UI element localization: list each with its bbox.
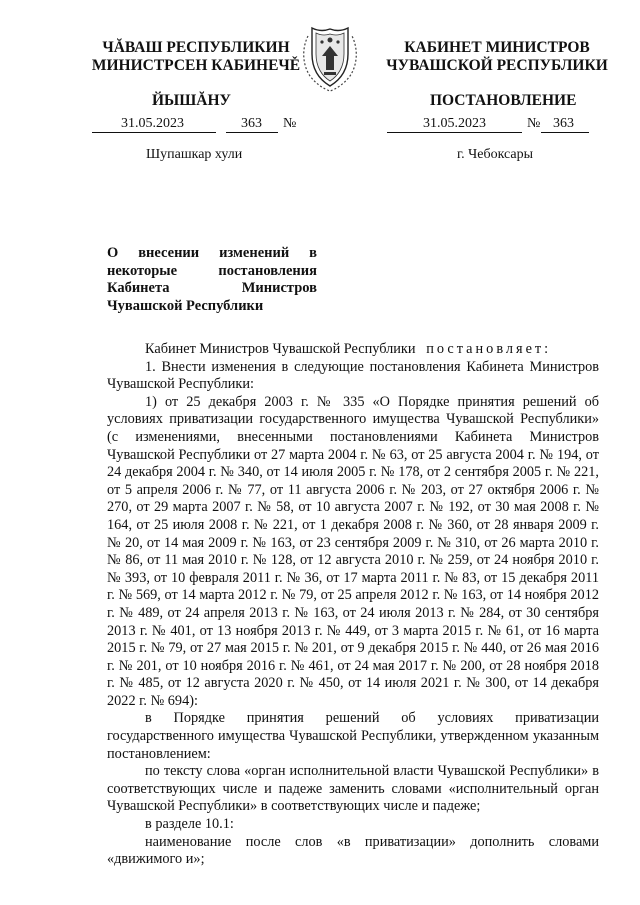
- header-right-line1: КАБИНЕТ МИНИСТРОВ: [404, 39, 590, 56]
- preamble-start: Кабинет Министров Чувашской Республики: [145, 341, 416, 357]
- place-chuvash: Шупашкар хули: [146, 147, 243, 162]
- right-number-sign: №: [527, 116, 541, 131]
- paragraph-2: 1) от 25 декабря 2003 г. № 335 «О Порядке принятия решений об условиях приватизации государственного имущества Чувашской Республики» (с изменениями, внесенными постановлениями Кабинета Министров Чувашской Республики от 27 марта 2004 г. № 63, от 25 августа 2004 г. № 194, от 24 декабря 2004 г. № 340, от 14 июля 2005 г. № 178, от 2 сентября 2005 г. № 221, от 5 апреля 2006 г. № 77, от 11 августа 2006 г. № 203, от 27 октября 2006 г. № 270, от 29 марта 2007 г. № 58, от 10 августа 2007 г. № 192, от 30 мая 2008 г. № 164, от 25 июля 2008 г. № 221, от 1 декабря 2008 г. № 360, от 28 января 2009 г. № 20, от 14 мая 2009 г. № 163, от 23 сентября 2009 г. № 310, от 26 марта 2010 г. № 86, от 11 мая 2010 г. № 128, от 12 августа 2010 г. № 259, от 24 ноября 2010 г. № 393, от 10 февраля 2011 г. № 36, от 17 марта 2011 г. № 83, от 15 декабря 2011 г. № 569, от 14 марта 2012 г. № 79, от 25 апреля 2012 г. № 163, от 14 ноября 2012 г. № 489, от 24 апреля 2013 г. № 163, от 24 июля 2013 г. № 284, от 30 сентября 2013 г. № 401, от 13 ноября 2013 г. № 449, от 3 марта 2015 г. № 61, от 16 марта 2015 г. № 79, от 27 мая 2015 г. № 201, от 9 декабря 2015 г. № 440, от 26 мая 2016 г. № 201, от 10 ноября 2016 г. № 461, от 24 мая 2017 г. № 200, от 28 ноября 2018 г. № 485, от 12 августа 2020 г. № 450, от 14 июля 2021 г. № 300, от 14 декабря 2022 г. № 694):: [107, 393, 599, 709]
- header-right-title: ПОСТАНОВЛЕНИЕ: [430, 92, 577, 109]
- right-number: 363: [553, 116, 574, 131]
- place-russian: г. Чебоксары: [457, 147, 534, 162]
- header-left-title: ЙЫШĂНУ: [152, 92, 231, 109]
- document-subject: О внесении изменений в некоторые постановления Кабинета Министров Чувашской Республики: [107, 245, 317, 314]
- paragraph-5: в разделе 10.1:: [145, 816, 234, 833]
- paragraph-4: по тексту слова «орган исполнительной власти Чувашской Республики» в соответствующих числе и падеже заменить словами «исполнительный орган Чувашской Республики» в соответствующих числе и падеже;: [107, 763, 599, 815]
- header-left-line2: МИНИСТРСЕН КАБИНЕЧĚ: [91, 57, 301, 74]
- left-number-sign: №: [283, 116, 297, 131]
- header-left-line1: ЧĂВАШ РЕСПУБЛИКИН: [102, 39, 290, 56]
- document-body: [107, 341, 599, 869]
- chuvash-coat-of-arms-icon: [300, 26, 360, 92]
- right-date: 31.05.2023: [423, 116, 486, 131]
- left-number: 363: [241, 116, 262, 131]
- header-russian-block: [382, 39, 612, 75]
- preamble-verb: постановляет:: [426, 341, 552, 357]
- paragraph-3: в Порядке принятия решений об условиях приватизации государственного имущества Чувашской Республики, утвержденном указанным постановлением:: [107, 710, 599, 762]
- header-right-line2: ЧУВАШСКОЙ РЕСПУБЛИКИ: [386, 57, 608, 74]
- preamble: [107, 341, 599, 359]
- header-chuvash-block: [86, 39, 306, 75]
- paragraph-1: 1. Внести изменения в следующие постановления Кабинета Министров Чувашской Республики:: [107, 358, 599, 393]
- left-date: 31.05.2023: [121, 116, 184, 131]
- paragraph-6: наименование после слов «в приватизации» дополнить словами «движимого и»;: [107, 833, 599, 868]
